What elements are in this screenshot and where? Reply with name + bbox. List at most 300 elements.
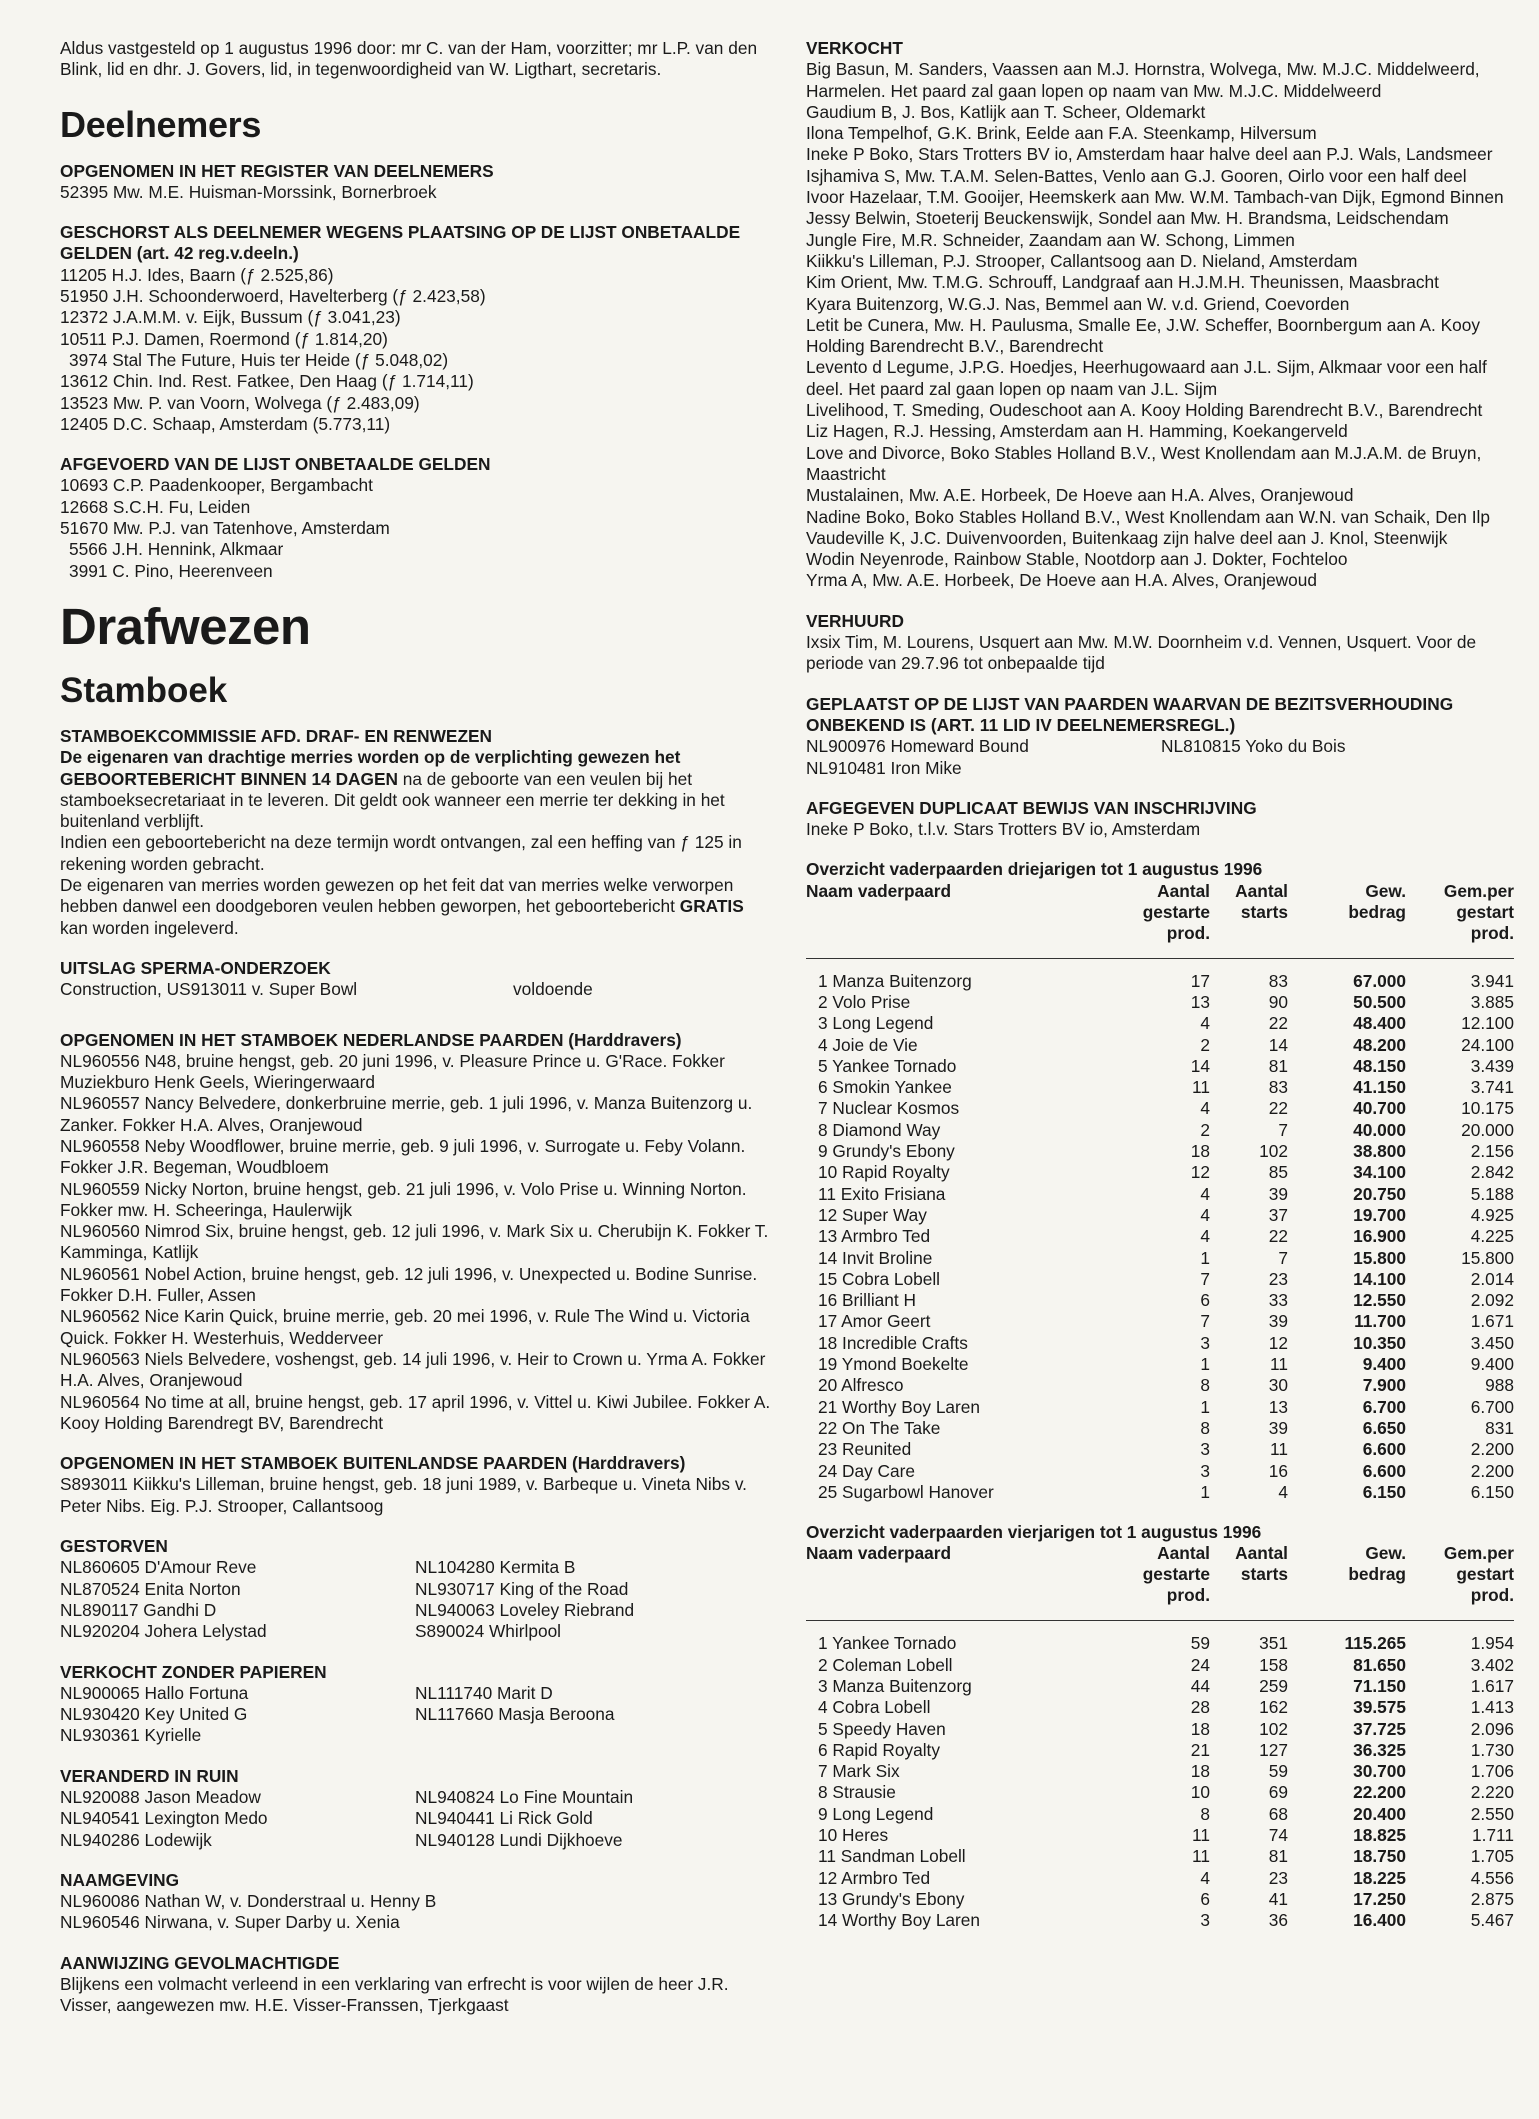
list-item: NL960546 Nirwana, v. Super Darby u. Xenia (60, 1912, 400, 1933)
col-header-starts-line: starts (1240, 901, 1288, 922)
gem-per-prod: 1.711 (1472, 1825, 1514, 1846)
list-item: NL960557 Nancy Belvedere, donkerbruine merrie, geb. 1 juli 1996, v. Manza Buitenzorg u. Zanker. Fokker H.A. Alves, Oranjewoud (60, 1093, 753, 1135)
list-item: 12668 S.C.H. Fu, Leiden (60, 496, 251, 517)
gem-per-prod: 1.617 (1470, 1676, 1514, 1696)
col-header-bedrag (1288, 881, 1406, 959)
list-item: NL960562 Nice Karin Quick, bruine merrie, geb. 20 mei 1996, v. Rule The Wind u. Victoria Quick. Fokker H. Westerhuis, Wedderveer (60, 1306, 750, 1348)
col-header-bedrag-line: Gew. (1365, 1543, 1406, 1564)
aantal-starts: 36 (1268, 1910, 1288, 1931)
gevolmachtigde-heading: AANWIJZING GEVOLMACHTIGDE (60, 1952, 340, 1973)
list-item: NL960558 Neby Woodflower, bruine merrie, geb. 9 juli 1996, v. Surrogate u. Feby Volann. Fokker J.R. Begeman, Woudbloem (60, 1135, 746, 1178)
gew-bedrag: 40.000 (1353, 1119, 1406, 1140)
table-row (806, 1205, 1514, 1226)
list-item: Wodin Neyenrode, Rainbow Stable, Nootdorp aan J. Dokter, Fochteloo (806, 549, 1348, 570)
list-item: NL890117 Gandhi D (60, 1599, 217, 1620)
aantal-prod: 7 (1200, 1268, 1210, 1289)
gew-bedrag: 115.265 (1344, 1633, 1406, 1654)
gem-per-prod: 3.450 (1470, 1332, 1514, 1353)
notice-paragraph-2: Indien een geboortebericht na deze termijn wordt ontvangen, zal een heffing van ƒ 125 in rekening worden gebracht. (60, 832, 742, 874)
list-item: Big Basun, M. Sanders, Vaassen aan M.J. Hornstra, Wolvega, Mw. M.J.C. Middelweerd, Harmelen. Het paard zal gaan lopen op naam van Mw. M.J.C. Middelweerd (806, 59, 1480, 101)
list-item: 10511 P.J. Damen, Roermond (ƒ 1.814,20) (60, 328, 388, 349)
list-item: Kiikku's Lilleman, P.J. Strooper, Callantsoog aan D. Nieland, Amsterdam (806, 250, 1358, 271)
deelnemers-heading: Deelnemers (60, 103, 262, 145)
gem-per-prod: 2.014 (1470, 1268, 1514, 1289)
gew-bedrag: 36.325 (1353, 1739, 1406, 1760)
list-item: 51950 J.H. Schoonderwoerd, Havelterberg (ƒ 2.423,58) (60, 286, 486, 307)
table-row (806, 1655, 1514, 1676)
drafwezen-heading: Drafwezen (60, 597, 311, 655)
gew-bedrag: 7.900 (1362, 1375, 1406, 1396)
sire-name: 14 Invit Broline (818, 1247, 933, 1268)
list-item: Kyara Buitenzorg, W.G.J. Nas, Bemmel aan W. v.d. Griend, Coevorden (806, 293, 1350, 314)
gew-bedrag: 48.150 (1353, 1055, 1406, 1076)
list-item: Levento d Legume, J.P.G. Hoedjes, Heerhugowaard aan J.L. Sijm, Alkmaar voor een half deel. Het paard zal gaan lopen op naam van J.L. Sijm (806, 357, 1487, 399)
sire-name: 25 Sugarbowl Hanover (818, 1481, 994, 1502)
aantal-prod: 1 (1200, 1481, 1210, 1502)
list-item: Ivoor Hazelaar, T.M. Gooijer, Heemskerk aan Mw. W.M. Tambach-van Dijk, Egmond Binnen (806, 187, 1504, 208)
verkocht-zp-left (60, 1683, 415, 1747)
list-item: Jungle Fire, M.R. Schneider, Zaandam aan W. Schong, Limmen (806, 229, 1295, 250)
aantal-prod: 6 (1200, 1888, 1210, 1909)
col-header-gem (1406, 881, 1514, 959)
notice-rest: na de geboorte van een veulen bij het stamboeksecretariaat in te leveren. Dit geldt ook wanneer een merrie ter dekking in het buitenland verblijft. (60, 768, 725, 832)
gew-bedrag: 30.700 (1353, 1761, 1406, 1782)
aantal-prod: 21 (1190, 1739, 1210, 1760)
sire-name: 5 Speedy Haven (818, 1718, 946, 1739)
afgevoerd-list (60, 475, 772, 581)
gew-bedrag: 11.700 (1354, 1311, 1406, 1332)
aantal-prod: 4 (1200, 1013, 1210, 1034)
sire-name: 16 Brilliant H (818, 1290, 916, 1311)
verkocht-heading: VERKOCHT (806, 38, 903, 58)
list-item: Ineke P Boko, Stars Trotters BV io, Amsterdam haar halve deel aan P.J. Wals, Landsmeer (806, 144, 1493, 165)
sire-name: 6 Smokin Yankee (818, 1077, 952, 1098)
col-header-aantal-line: Aantal (1157, 880, 1210, 901)
stamboekcommissie-heading: STAMBOEKCOMMISSIE AFD. DRAF- EN RENWEZEN (60, 725, 493, 746)
list-item: NL940824 Lo Fine Mountain (415, 1787, 634, 1807)
aantal-prod: 28 (1190, 1697, 1210, 1718)
sperma-heading: UITSLAG SPERMA-ONDERZOEK (60, 957, 331, 978)
aantal-prod: 8 (1200, 1803, 1210, 1824)
aantal-starts: 102 (1259, 1718, 1288, 1739)
col-header-aantal-line: gestarte (1142, 1564, 1210, 1585)
table-row (806, 1333, 1514, 1354)
list-item: 3974 Stal The Future, Huis ter Heide (ƒ 5.048,02) (69, 349, 449, 370)
aantal-starts: 13 (1268, 1396, 1288, 1417)
list-item: NL920204 Johera Lelystad (60, 1621, 267, 1642)
list-item: 3991 C. Pino, Heerenveen (69, 560, 273, 581)
table-row (806, 1846, 1514, 1867)
gew-bedrag: 81.650 (1353, 1654, 1406, 1675)
list-item: S893011 Kiikku's Lilleman, bruine hengst, geb. 18 juni 1989, v. Barbeque u. Vineta Nibs v. Peter Nibs. Eig. P.J. Strooper, Callantsoog (60, 1474, 747, 1516)
geplaatst-right (1161, 736, 1514, 779)
sire-name: 9 Long Legend (818, 1803, 934, 1824)
table-row (806, 1740, 1514, 1761)
sire-name: 18 Incredible Crafts (818, 1332, 968, 1353)
notice-3a: De eigenaren van merries worden gewezen op het feit dat van merries welke verworpen hebben danwel een doodgeboren veulen hebben geworpen, het geboortebericht (60, 875, 734, 917)
gew-bedrag: 34.100 (1353, 1162, 1406, 1183)
sire-name: 8 Diamond Way (818, 1119, 941, 1140)
sire-name: 13 Grundy's Ebony (818, 1888, 965, 1909)
col-header-aantal-line: Aantal (1157, 1543, 1210, 1564)
col-header-name: Naam vaderpaard (806, 1543, 952, 1564)
sire-name: 4 Joie de Vie (818, 1034, 918, 1055)
stamboek-bl-heading: OPGENOMEN IN HET STAMBOEK BUITENLANDSE PAARDEN (Harddravers) (60, 1453, 686, 1474)
aantal-prod: 3 (1200, 1460, 1210, 1481)
aantal-starts: 127 (1259, 1739, 1288, 1760)
naamgeving-list (60, 1891, 772, 1934)
col-header-gem (1406, 1543, 1514, 1621)
sire-name: 6 Rapid Royalty (818, 1739, 940, 1760)
col-header-gem-line: Gem.per (1443, 1543, 1514, 1564)
aantal-prod: 4 (1200, 1183, 1210, 1204)
gem-per-prod: 10.175 (1461, 1098, 1514, 1119)
verhuurd-heading: VERHUURD (806, 610, 904, 631)
table-row (806, 1676, 1514, 1697)
aantal-starts: 39 (1268, 1417, 1288, 1438)
table-row (806, 1719, 1514, 1740)
aantal-starts: 14 (1268, 1034, 1288, 1055)
gestorven-grid (60, 1557, 772, 1642)
col-header-bedrag-line: Gew. (1365, 880, 1406, 901)
sire-name: 1 Manza Buitenzorg (818, 970, 972, 991)
col-header-starts-line: starts (1240, 1564, 1288, 1585)
list-item: NL940063 Loveley Riebrand (415, 1599, 635, 1620)
table-row (806, 1782, 1514, 1803)
aantal-prod: 11 (1192, 1077, 1210, 1098)
naamgeving-heading: NAAMGEVING (60, 1869, 180, 1890)
list-item: Letit be Cunera, Mw. H. Paulusma, Smalle Ee, J.W. Scheffer, Boornbergum aan A. Kooy Holding Barendrecht B.V., Barendrecht (806, 314, 1480, 357)
table-row (806, 1418, 1514, 1439)
list-item: NL930361 Kyrielle (60, 1725, 202, 1746)
verkocht-zp-grid (60, 1683, 772, 1747)
aantal-starts: 158 (1259, 1654, 1288, 1675)
list-item: NL960564 No time at all, bruine hengst, geb. 17 april 1996, v. Vittel u. Kiwi Jubilee. Fokker A. Kooy Holding Barendregt BV, Barendrecht (60, 1391, 771, 1433)
list-item: NL930717 King of the Road (415, 1578, 629, 1599)
list-item: 5566 J.H. Hennink, Alkmaar (69, 539, 284, 560)
sire-name: 3 Long Legend (818, 1013, 934, 1034)
sperma-result: voldoende (513, 979, 593, 1000)
gem-per-prod: 3.741 (1470, 1077, 1514, 1098)
list-item: NL860605 D'Amour Reve (60, 1557, 257, 1578)
aantal-starts: 85 (1268, 1162, 1288, 1183)
col-header-aantal (1128, 1543, 1210, 1621)
table2-title: Overzicht vaderpaarden vierjarigen tot 1 augustus 1996 (806, 1522, 1262, 1543)
list-item: 13523 Mw. P. van Voorn, Wolvega (ƒ 2.483,09) (60, 392, 420, 413)
col-header-aantal-line: prod. (1166, 922, 1210, 943)
table-row (806, 1184, 1514, 1205)
gew-bedrag: 6.150 (1362, 1481, 1406, 1502)
geschorst-heading: GESCHORST ALS DEELNEMER WEGENS PLAATSING OP DE LIJST ONBETAALDE GELDEN (art. 42 reg.v.deeln.) (60, 222, 741, 264)
col-header-aantal-line: gestarte (1142, 901, 1210, 922)
table-row (806, 1804, 1514, 1825)
table1-title: Overzicht vaderpaarden driejarigen tot 1 augustus 1996 (806, 859, 1263, 880)
list-item: Ilona Tempelhof, G.K. Brink, Eelde aan F.A. Steenkamp, Hilversum (806, 123, 1317, 144)
list-item: NL900065 Hallo Fortuna (60, 1682, 249, 1703)
gew-bedrag: 40.700 (1353, 1098, 1406, 1119)
gem-per-prod: 5.467 (1470, 1910, 1514, 1931)
aantal-starts: 83 (1268, 970, 1288, 991)
gew-bedrag: 6.650 (1362, 1417, 1406, 1438)
opgenomen-list (60, 182, 772, 203)
geplaatst-grid (806, 736, 1514, 779)
sire-name: 13 Armbro Ted (818, 1226, 931, 1247)
sire-name: 23 Reunited (818, 1439, 912, 1460)
aantal-prod: 24 (1190, 1654, 1210, 1675)
gew-bedrag: 39.575 (1353, 1697, 1406, 1718)
table1 (806, 881, 1514, 1503)
aantal-starts: 22 (1268, 1226, 1288, 1247)
aantal-prod: 18 (1190, 1718, 1210, 1739)
stamboek-heading: Stamboek (60, 670, 228, 710)
sire-name: 22 On The Take (818, 1417, 941, 1438)
aantal-starts: 33 (1268, 1290, 1288, 1311)
sperma-name: Construction, US913011 v. Super Bowl (60, 979, 358, 1000)
geplaatst-heading: GEPLAATST OP DE LIJST VAN PAARDEN WAARVAN DE BEZITSVERHOUDING ONBEKEND IS (ART. 11 LID IV DEELNEMERSREGL.) (806, 693, 1454, 735)
sire-name: 3 Manza Buitenzorg (818, 1676, 972, 1696)
list-item: 51670 Mw. P.J. van Tatenhove, Amsterdam (60, 518, 390, 539)
gem-per-prod: 3.941 (1470, 970, 1514, 991)
list-item: NL960561 Nobel Action, bruine hengst, geb. 12 juli 1996, v. Unexpected u. Bodine Sunrise. Fokker D.H. Fuller, Assen (60, 1263, 758, 1306)
aantal-starts: 22 (1268, 1013, 1288, 1034)
gew-bedrag: 14.100 (1353, 1268, 1406, 1289)
gew-bedrag: 38.800 (1353, 1141, 1406, 1162)
list-item: Jessy Belwin, Stoeterij Beuckenswijk, Sondel aan Mw. H. Brandsma, Leidschendam (806, 208, 1449, 229)
gestorven-right (415, 1557, 772, 1642)
sire-name: 17 Amor Geert (818, 1311, 931, 1332)
aantal-prod: 4 (1200, 1226, 1210, 1247)
aantal-prod: 12 (1190, 1162, 1210, 1183)
gew-bedrag: 22.200 (1353, 1782, 1406, 1803)
table-row (806, 1248, 1514, 1269)
verhuurd-text: Ixsix Tim, M. Lourens, Usquert aan Mw. M.W. Doornheim v.d. Vennen, Usquert. Voor de periode van 29.7.96 tot onbepaalde tijd (806, 632, 1477, 674)
gew-bedrag: 16.900 (1353, 1226, 1406, 1247)
sire-name: 5 Yankee Tornado (818, 1055, 957, 1076)
gem-per-prod: 1.730 (1470, 1739, 1514, 1760)
table-row (806, 1354, 1514, 1375)
col-header-aantal (1128, 881, 1210, 959)
gem-per-prod: 2.842 (1470, 1162, 1514, 1183)
table-row (806, 1761, 1514, 1782)
table2 (806, 1543, 1514, 1931)
sire-name: 14 Worthy Boy Laren (818, 1910, 981, 1931)
sire-name: 11 Sandman Lobell (818, 1846, 966, 1867)
gem-per-prod: 6.700 (1470, 1396, 1514, 1417)
aantal-starts: 7 (1278, 1119, 1288, 1140)
list-item: 13612 Chin. Ind. Rest. Fatkee, Den Haag (ƒ 1.714,11) (60, 371, 474, 392)
aantal-starts: 11 (1270, 1354, 1288, 1375)
list-item: NL810815 Yoko du Bois (1161, 736, 1346, 757)
aantal-prod: 14 (1190, 1055, 1210, 1076)
table-row (806, 1889, 1514, 1910)
gew-bedrag: 20.400 (1353, 1803, 1406, 1824)
list-item (1161, 758, 1514, 779)
aantal-starts: 11 (1270, 1439, 1288, 1460)
aantal-starts: 4 (1278, 1481, 1288, 1502)
gem-per-prod: 2.220 (1470, 1782, 1514, 1803)
aantal-starts: 12 (1268, 1332, 1288, 1353)
gew-bedrag: 6.600 (1362, 1439, 1406, 1460)
aantal-starts: 23 (1268, 1867, 1288, 1888)
col-header-starts-line: Aantal (1235, 880, 1288, 901)
gew-bedrag: 48.200 (1353, 1034, 1406, 1055)
list-item: 12405 D.C. Schaap, Amsterdam (5.773,11) (60, 413, 391, 434)
intro-text: Aldus vastgesteld op 1 augustus 1996 door: mr C. van der Ham, voorzitter; mr L.P. van den Blink, lid en dhr. J. Govers, lid, in tegenwoordigheid van W. Ligthart, secretaris. (60, 38, 758, 80)
list-item: Vaudeville K, J.C. Duivenvoorden, Buitenkaag zijn halve deel aan J. Knol, Steenwijk (806, 527, 1448, 548)
stamboek-bl-list (60, 1474, 772, 1517)
col-header-starts (1210, 881, 1288, 959)
sire-name: 8 Strausie (818, 1782, 896, 1803)
afgevoerd-heading: AFGEVOERD VAN DE LIJST ONBETAALDE GELDEN (60, 454, 491, 475)
list-item (415, 1725, 772, 1746)
geplaatst-left (806, 736, 1161, 779)
gem-per-prod: 24.100 (1461, 1034, 1514, 1055)
ruin-right (415, 1787, 772, 1851)
gew-bedrag: 67.000 (1353, 970, 1406, 991)
gew-bedrag: 12.550 (1353, 1290, 1406, 1311)
aantal-starts: 7 (1278, 1247, 1288, 1268)
gem-per-prod: 831 (1485, 1417, 1514, 1438)
table-row (806, 1077, 1514, 1098)
gew-bedrag: 15.800 (1353, 1247, 1406, 1268)
aantal-prod: 7 (1200, 1311, 1210, 1332)
list-item: Liz Hagen, R.J. Hessing, Amsterdam aan H. Hamming, Koekangerveld (806, 421, 1348, 442)
list-item: NL111740 Marit D (415, 1682, 553, 1703)
aantal-prod: 17 (1190, 970, 1210, 991)
gew-bedrag: 10.350 (1353, 1332, 1406, 1353)
sire-name: 21 Worthy Boy Laren (818, 1396, 981, 1417)
table-row (806, 1311, 1514, 1332)
geschorst-list (60, 265, 772, 435)
list-item: NL960563 Niels Belvedere, voshengst, geb. 14 juli 1996, v. Heir to Crown u. Yrma A. Fokker H.A. Alves, Oranjewoud (60, 1348, 766, 1391)
stamboek-nl-heading: OPGENOMEN IN HET STAMBOEK NEDERLANDSE PAARDEN (Harddravers) (60, 1029, 682, 1050)
aantal-prod: 3 (1200, 1439, 1210, 1460)
duplicaat-heading: AFGEGEVEN DUPLICAAT BEWIJS VAN INSCHRIJVING (806, 797, 1257, 818)
aantal-prod: 3 (1200, 1910, 1210, 1931)
list-item: Livelihood, T. Smeding, Oudeschoot aan A. Kooy Holding Barendrecht B.V., Barendrecht (806, 400, 1483, 421)
table-row (806, 1035, 1514, 1056)
list-item: Yrma A, Mw. A.E. Horbeek, De Hoeve aan H.A. Alves, Oranjewoud (806, 570, 1317, 591)
list-item: 12372 J.A.M.M. v. Eijk, Bussum (ƒ 3.041,23) (60, 307, 401, 328)
sire-name: 7 Nuclear Kosmos (818, 1098, 960, 1119)
table-row (806, 1910, 1514, 1931)
list-item: Kim Orient, Mw. T.M.G. Schrouff, Landgraaf aan H.J.M.H. Theunissen, Maasbracht (806, 272, 1439, 293)
gew-bedrag: 71.150 (1353, 1676, 1406, 1696)
aantal-prod: 11 (1192, 1825, 1210, 1846)
notice-gratis: GRATIS (679, 896, 744, 917)
gew-bedrag: 18.750 (1353, 1846, 1406, 1867)
aantal-prod: 18 (1190, 1141, 1210, 1162)
notice-paragraph-3 (60, 875, 772, 939)
col-header-gem-line: gestart (1456, 1564, 1514, 1585)
list-item: NL960556 N48, bruine hengst, geb. 20 juni 1996, v. Pleasure Prince u. G'Race. Fokker Muziekburo Henk Geels, Wieringerwaard (60, 1050, 725, 1093)
gem-per-prod: 1.954 (1470, 1633, 1514, 1654)
aantal-starts: 81 (1268, 1846, 1288, 1867)
gem-per-prod: 2.875 (1470, 1888, 1514, 1909)
aantal-prod: 59 (1190, 1633, 1210, 1654)
table-row (806, 1633, 1514, 1654)
col-header-gem-line: prod. (1470, 922, 1514, 943)
aantal-starts: 102 (1259, 1141, 1288, 1162)
sperma-row (60, 979, 772, 1000)
aantal-prod: 8 (1200, 1375, 1210, 1396)
gew-bedrag: 50.500 (1353, 991, 1406, 1012)
ruin-heading: VERANDERD IN RUIN (60, 1765, 239, 1786)
aantal-starts: 37 (1268, 1204, 1288, 1225)
gem-per-prod: 1.705 (1470, 1846, 1514, 1867)
list-item: NL960086 Nathan W, v. Donderstraal u. Henny B (60, 1891, 437, 1912)
list-item: NL940541 Lexington Medo (60, 1808, 268, 1829)
notice-bold: De eigenaren van drachtige merries worden op de verplichting gewezen het GEBOORTEBERICHT BINNEN 14 DAGEN (60, 747, 681, 789)
duplicaat-text: Ineke P Boko, t.l.v. Stars Trotters BV io, Amsterdam (806, 819, 1201, 840)
sire-name: 12 Armbro Ted (818, 1867, 931, 1888)
aantal-prod: 3 (1200, 1332, 1210, 1353)
gem-per-prod: 20.000 (1461, 1119, 1514, 1140)
aantal-prod: 6 (1200, 1290, 1210, 1311)
gew-bedrag: 16.400 (1353, 1910, 1406, 1931)
gew-bedrag: 48.400 (1353, 1013, 1406, 1034)
col-header-starts-line: Aantal (1235, 1543, 1288, 1564)
aantal-prod: 4 (1200, 1204, 1210, 1225)
table-row (806, 1120, 1514, 1141)
opgenomen-heading: OPGENOMEN IN HET REGISTER VAN DEELNEMERS (60, 160, 494, 181)
sire-name: 10 Rapid Royalty (818, 1162, 950, 1183)
sire-name: 1 Yankee Tornado (818, 1633, 957, 1654)
gestorven-left (60, 1557, 415, 1642)
gestorven-heading: GESTORVEN (60, 1536, 168, 1557)
table-row (806, 1868, 1514, 1889)
gem-per-prod: 2.096 (1470, 1718, 1514, 1739)
gem-per-prod: 2.200 (1470, 1460, 1514, 1481)
sire-name: 15 Cobra Lobell (818, 1268, 941, 1289)
aantal-prod: 10 (1190, 1782, 1210, 1803)
table-row (806, 1098, 1514, 1119)
gem-per-prod: 1.706 (1470, 1761, 1514, 1782)
col-header-gem-line: prod. (1470, 1585, 1514, 1606)
gew-bedrag: 17.250 (1353, 1888, 1406, 1909)
aantal-starts: 68 (1268, 1803, 1288, 1824)
list-item: NL900976 Homeward Bound (806, 736, 1029, 757)
table-row (806, 1056, 1514, 1077)
list-item: NL940128 Lundi Dijkhoeve (415, 1829, 623, 1850)
list-item: NL920088 Jason Meadow (60, 1787, 261, 1807)
verkocht-zp-heading: VERKOCHT ZONDER PAPIEREN (60, 1661, 327, 1682)
table-row (806, 1141, 1514, 1162)
col-header-bedrag-line: bedrag (1348, 1564, 1406, 1585)
col-header-starts (1210, 1543, 1288, 1621)
gew-bedrag: 19.700 (1353, 1204, 1406, 1225)
right-column (806, 38, 1514, 1932)
aantal-prod: 2 (1200, 1119, 1210, 1140)
gew-bedrag: 18.825 (1353, 1825, 1406, 1846)
list-item: S890024 Whirlpool (415, 1621, 562, 1642)
sire-name: 2 Volo Prise (818, 991, 911, 1012)
gem-per-prod: 988 (1485, 1375, 1514, 1396)
gew-bedrag: 6.700 (1362, 1396, 1406, 1417)
table-row (806, 1397, 1514, 1418)
aantal-starts: 83 (1268, 1077, 1288, 1098)
sire-name: 9 Grundy's Ebony (818, 1141, 955, 1162)
list-item: 10693 C.P. Paadenkooper, Bergambacht (60, 475, 373, 496)
list-item: NL940286 Lodewijk (60, 1829, 212, 1850)
list-item: NL940441 Li Rick Gold (415, 1808, 593, 1829)
aantal-starts: 30 (1268, 1375, 1288, 1396)
list-item: NL960559 Nicky Norton, bruine hengst, geb. 21 juli 1996, v. Volo Prise u. Winning Norton. Fokker mw. H. Scheeringa, Haulerwijk (60, 1178, 747, 1220)
table-row (806, 1162, 1514, 1183)
aantal-starts: 69 (1268, 1782, 1288, 1803)
gem-per-prod: 15.800 (1461, 1247, 1514, 1268)
gevolmachtigde-text: Blijkens een volmacht verleend in een verklaring van erfrecht is voor wijlen de heer J.R. Visser, aangewezen mw. H.E. Visser-Franssen, Tjerkgaast (60, 1974, 729, 2016)
